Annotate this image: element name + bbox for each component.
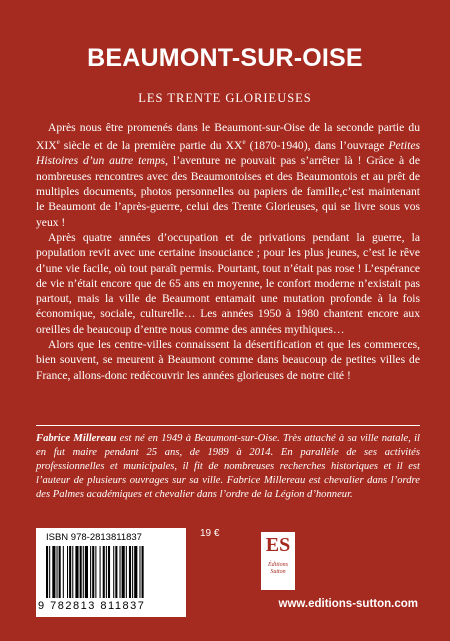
- barcode-bar: [108, 546, 110, 598]
- barcode-bar: [69, 546, 71, 598]
- barcode-bar: [75, 546, 78, 598]
- barcode-bar: [120, 546, 121, 598]
- barcode-bar: [46, 546, 48, 598]
- blurb-paragraph-2: Après quatre années d’occupation et de privations pendant la guerre, la population revit avec une certaine insouciance ; pour les plus jeunes, c’est le rêve d’une vie facile, où tout paraît permis. Pourtant, tout n’était pas rose ! L’espérance de vie n’était encore que de 65 ans en moyenne, le confort moderne n’existait pas partout, mais la ville de Beaumont entamait une mutation profonde à la fois économique, sociale, culturelle… Les années 1950 à 1980 chantent encore aux oreilles de beaucoup d’entre nous comme des années mythiques…: [36, 230, 420, 336]
- barcode-bar: [139, 546, 140, 598]
- barcode-number: 9 782813 811837: [38, 600, 146, 612]
- publisher-logo-mark: ES: [265, 534, 291, 556]
- barcode-bar: [49, 546, 50, 598]
- barcode-bar: [134, 546, 137, 598]
- book-title: BEAUMONT-SUR-OISE: [87, 44, 363, 72]
- barcode-bar: [52, 546, 55, 598]
- barcode-bar: [67, 546, 68, 598]
- divider: [36, 425, 420, 426]
- author-bio-text: est né en 1949 à Beaumont-sur-Oise. Très attaché à sa ville natale, il en fut maire pendant 25 ans, de 1989 à 2014. En parallèle de ses activités professionnelles et municipales, il fit de nombreuses recherches historiques et il est l’auteur de plusieurs ouvrages sur sa ville. Fabrice Millereau est chevalier dans l’ordre des Palmes académiques et chevalier dans l’ordre de la Légion d’honneur.: [36, 433, 420, 500]
- barcode-bar: [80, 546, 82, 598]
- barcode-bar: [92, 546, 94, 598]
- barcode-bars: [46, 546, 178, 598]
- barcode-bar: [83, 546, 84, 598]
- author-bio: [36, 432, 420, 502]
- barcode-bar: [57, 546, 58, 598]
- barcode-bar: [106, 546, 107, 598]
- barcode-bar: [90, 546, 91, 598]
- barcode-bar: [126, 546, 127, 598]
- barcode-bar: [59, 546, 61, 598]
- book-subtitle: LES TRENTE GLORIEUSES: [138, 91, 312, 105]
- blurb-paragraph-1: Après nous être promenés dans le Beaumont-sur-Oise de la seconde partie du XIXe siècle et de la première partie du XXe (1870-1940), dans l’ouvrage Petites Histoires d’un autre temps, l’aventure ne pouvait pas s’arrêter là ! Grâce à de nombreuses rencontres avec des Beaumontoises et des Beaumontois et au prêt de multiples documents, photos personnelles ou papiers de famille,c’est maintenant le Beaumont de l’après-guerre, celui des Trente Glorieuses, qui se livre sous vos yeux !: [36, 121, 420, 229]
- publisher-logo: [261, 532, 295, 590]
- barcode-box: [36, 528, 186, 617]
- publisher-website: www.editions-sutton.com: [278, 598, 418, 610]
- barcode-bar: [63, 546, 64, 598]
- barcode-bar: [122, 546, 125, 598]
- publisher-logo-line2: Sutton: [270, 569, 286, 575]
- barcode-bar: [100, 546, 101, 598]
- barcode-bar: [129, 546, 131, 598]
- barcode-bar: [103, 546, 105, 598]
- barcode-bar: [72, 546, 73, 598]
- barcode-bar: [113, 546, 114, 598]
- publisher-logo-line1: Éditions: [267, 562, 288, 568]
- barcode-bar: [142, 546, 144, 598]
- barcode-bar: [95, 546, 96, 598]
- author-name: Fabrice Millereau: [36, 433, 117, 444]
- back-cover-blurb: [36, 120, 420, 383]
- isbn-label: ISBN 978-2813811837: [46, 532, 142, 543]
- price-label: 19 €: [200, 528, 220, 539]
- book-reference: Petites Histoires d’un autre temps: [36, 139, 420, 168]
- barcode-bar: [132, 546, 133, 598]
- blurb-paragraph-3: Alors que les centre-villes connaissent la désertification et que les commerces, bien souvent, se meurent à Beaumont comme dans beaucoup de petites villes de France, allons-donc redécouvrir les années glorieuses de notre cité !: [36, 338, 420, 382]
- barcode-bar: [85, 546, 88, 598]
- barcode-bar: [115, 546, 117, 598]
